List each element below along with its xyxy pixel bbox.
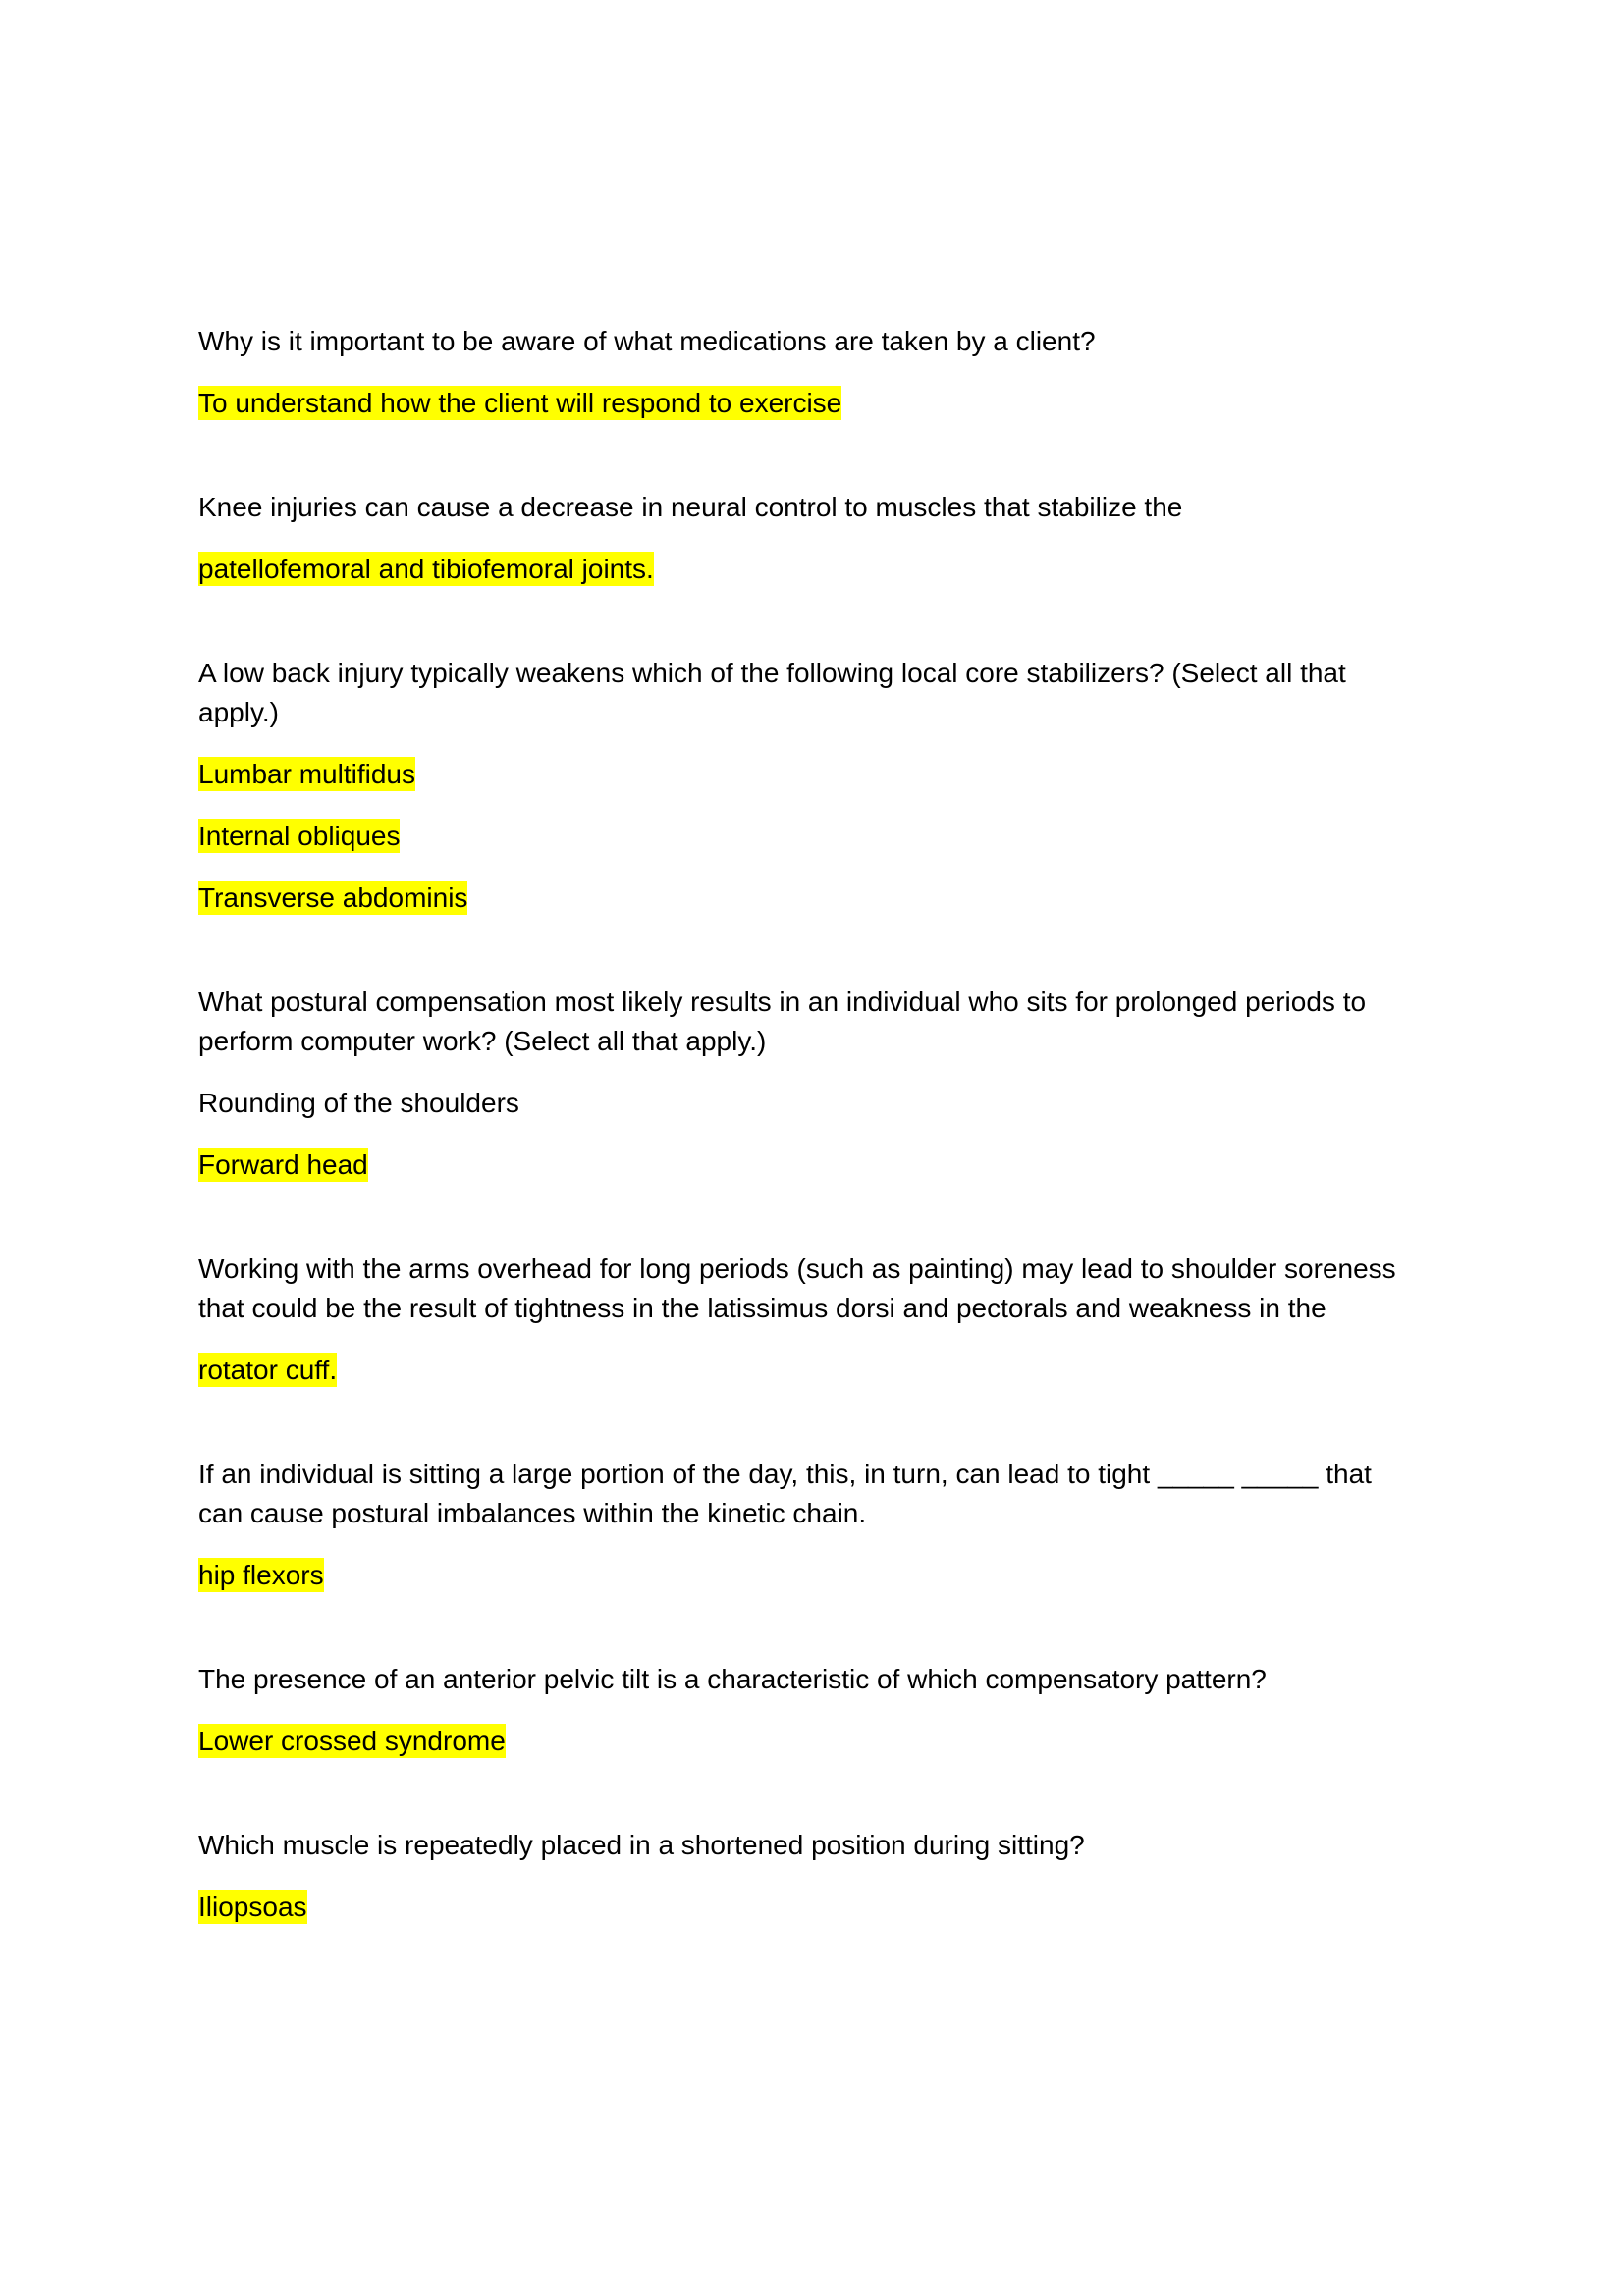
answer-line [198,1556,1416,1595]
answer-line [198,755,1416,794]
highlighted-answer: Lower crossed syndrome [198,1726,506,1756]
question-text: If an individual is sitting a large portion of the day, this, in turn, can lead to tight _____ _____ that can cause postural imbalances within the kinetic chain. [198,1459,1372,1528]
answer-line [198,879,1416,918]
qa-block [198,1826,1416,1927]
highlighted-answer: hip flexors [198,1560,324,1590]
answer-line [198,550,1416,589]
qa-block [198,488,1416,589]
qa-block [198,322,1416,423]
answer-line [198,384,1416,423]
question-text: Working with the arms overhead for long periods (such as painting) may lead to shoulder soreness that could be the result of tightness in the latissimus dorsi and pectorals and weakness in the [198,1254,1396,1323]
qa-block [198,983,1416,1185]
qa-block [198,1455,1416,1595]
answer-line [198,1084,1416,1123]
answer-option: Rounding of the shoulders [198,1088,519,1118]
qa-block [198,654,1416,918]
question-text: What postural compensation most likely results in an individual who sits for prolonged periods to perform computer work? (Select all that apply.) [198,987,1367,1056]
qa-block [198,1250,1416,1390]
answer-line [198,1146,1416,1185]
answer-line [198,1722,1416,1761]
qa-block [198,1660,1416,1761]
highlighted-answer: To understand how the client will respond to exercise [198,388,842,418]
answer-line [198,1888,1416,1927]
question-text: A low back injury typically weakens which of the following local core stabilizers? (Select all that apply.) [198,658,1346,727]
answer-line [198,817,1416,856]
highlighted-answer: Lumbar multifidus [198,759,415,789]
highlighted-answer: Internal obliques [198,821,401,851]
highlighted-answer: patellofemoral and tibiofemoral joints. [198,554,654,584]
question-text: The presence of an anterior pelvic tilt is a characteristic of which compensatory pattern? [198,1664,1267,1694]
highlighted-answer: Forward head [198,1149,368,1180]
question-text: Which muscle is repeatedly placed in a shortened position during sitting? [198,1830,1085,1860]
question-text: Knee injuries can cause a decrease in neural control to muscles that stabilize the [198,492,1183,522]
qa-list [198,322,1416,1992]
highlighted-answer: Iliopsoas [198,1892,307,1922]
answer-line [198,1351,1416,1390]
question-text: Why is it important to be aware of what medications are taken by a client? [198,326,1096,356]
highlighted-answer: rotator cuff. [198,1355,338,1385]
highlighted-answer: Transverse abdominis [198,882,468,913]
